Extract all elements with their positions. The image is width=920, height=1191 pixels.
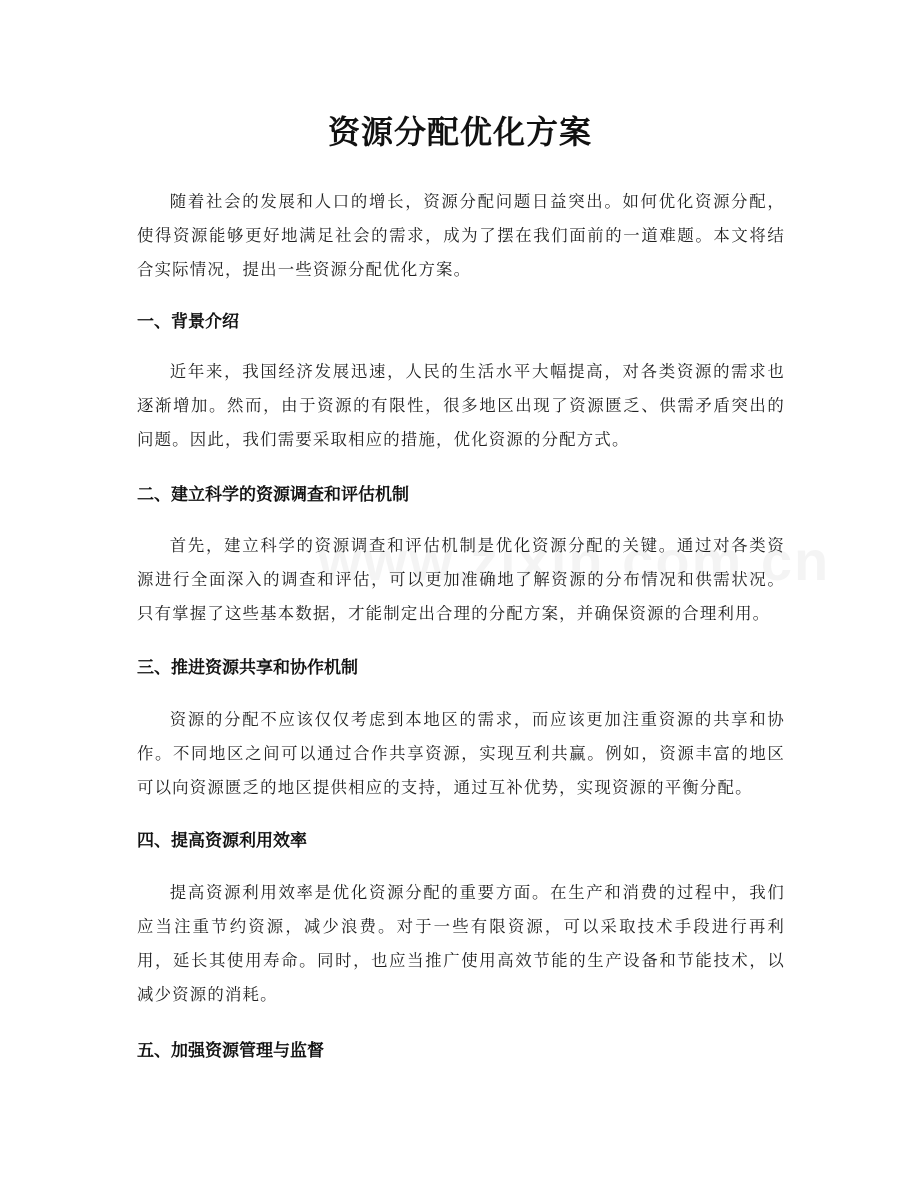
section-text-efficiency: 提高资源利用效率是优化资源分配的重要方面。在生产和消费的过程中，我们应当注重节约资源，减少浪费。对于一些有限资源，可以采取技术手段进行再利用，延长其使用寿命。同时，也应当推广使用高效节能的生产设备和节能技术，以减少资源的消耗。	[137, 883, 785, 1004]
document-title: 资源分配优化方案	[327, 113, 592, 151]
section-heading-sharing: 三、推进资源共享和协作机制	[137, 658, 358, 678]
section-text-sharing: 资源的分配不应该仅仅考虑到本地区的需求，而应该更加注重资源的共享和协作。不同地区之间可以通过合作共享资源，实现互利共赢。例如，资源丰富的地区可以向资源匮乏的地区提供相应的支持，通过互补优势，实现资源的平衡分配。	[137, 710, 785, 797]
section-heading-efficiency: 四、提高资源利用效率	[137, 831, 307, 851]
intro-paragraph: 随着社会的发展和人口的增长，资源分配问题日益突出。如何优化资源分配，使得资源能够更好地满足社会的需求，成为了摆在我们面前的一道难题。本文将结合实际情况，提出一些资源分配优化方案。	[137, 192, 785, 279]
section-text-background: 近年来，我国经济发展迅速，人民的生活水平大幅提高，对各类资源的需求也逐渐增加。然而，由于资源的有限性，很多地区出现了资源匮乏、供需矛盾突出的问题。因此，我们需要采取相应的措施，优化资源的分配方式。	[137, 362, 785, 449]
section-heading-background: 一、背景介绍	[137, 312, 239, 332]
section-text-survey: 首先，建立科学的资源调查和评估机制是优化资源分配的关键。通过对各类资源进行全面深入的调查和评估，可以更加准确地了解资源的分布情况和供需状况。只有掌握了这些基本数据，才能制定出合理的分配方案，并确保资源的合理利用。	[137, 536, 785, 623]
section-heading-management: 五、加强资源管理与监督	[137, 1041, 324, 1061]
section-heading-survey: 二、建立科学的资源调查和评估机制	[137, 485, 409, 505]
